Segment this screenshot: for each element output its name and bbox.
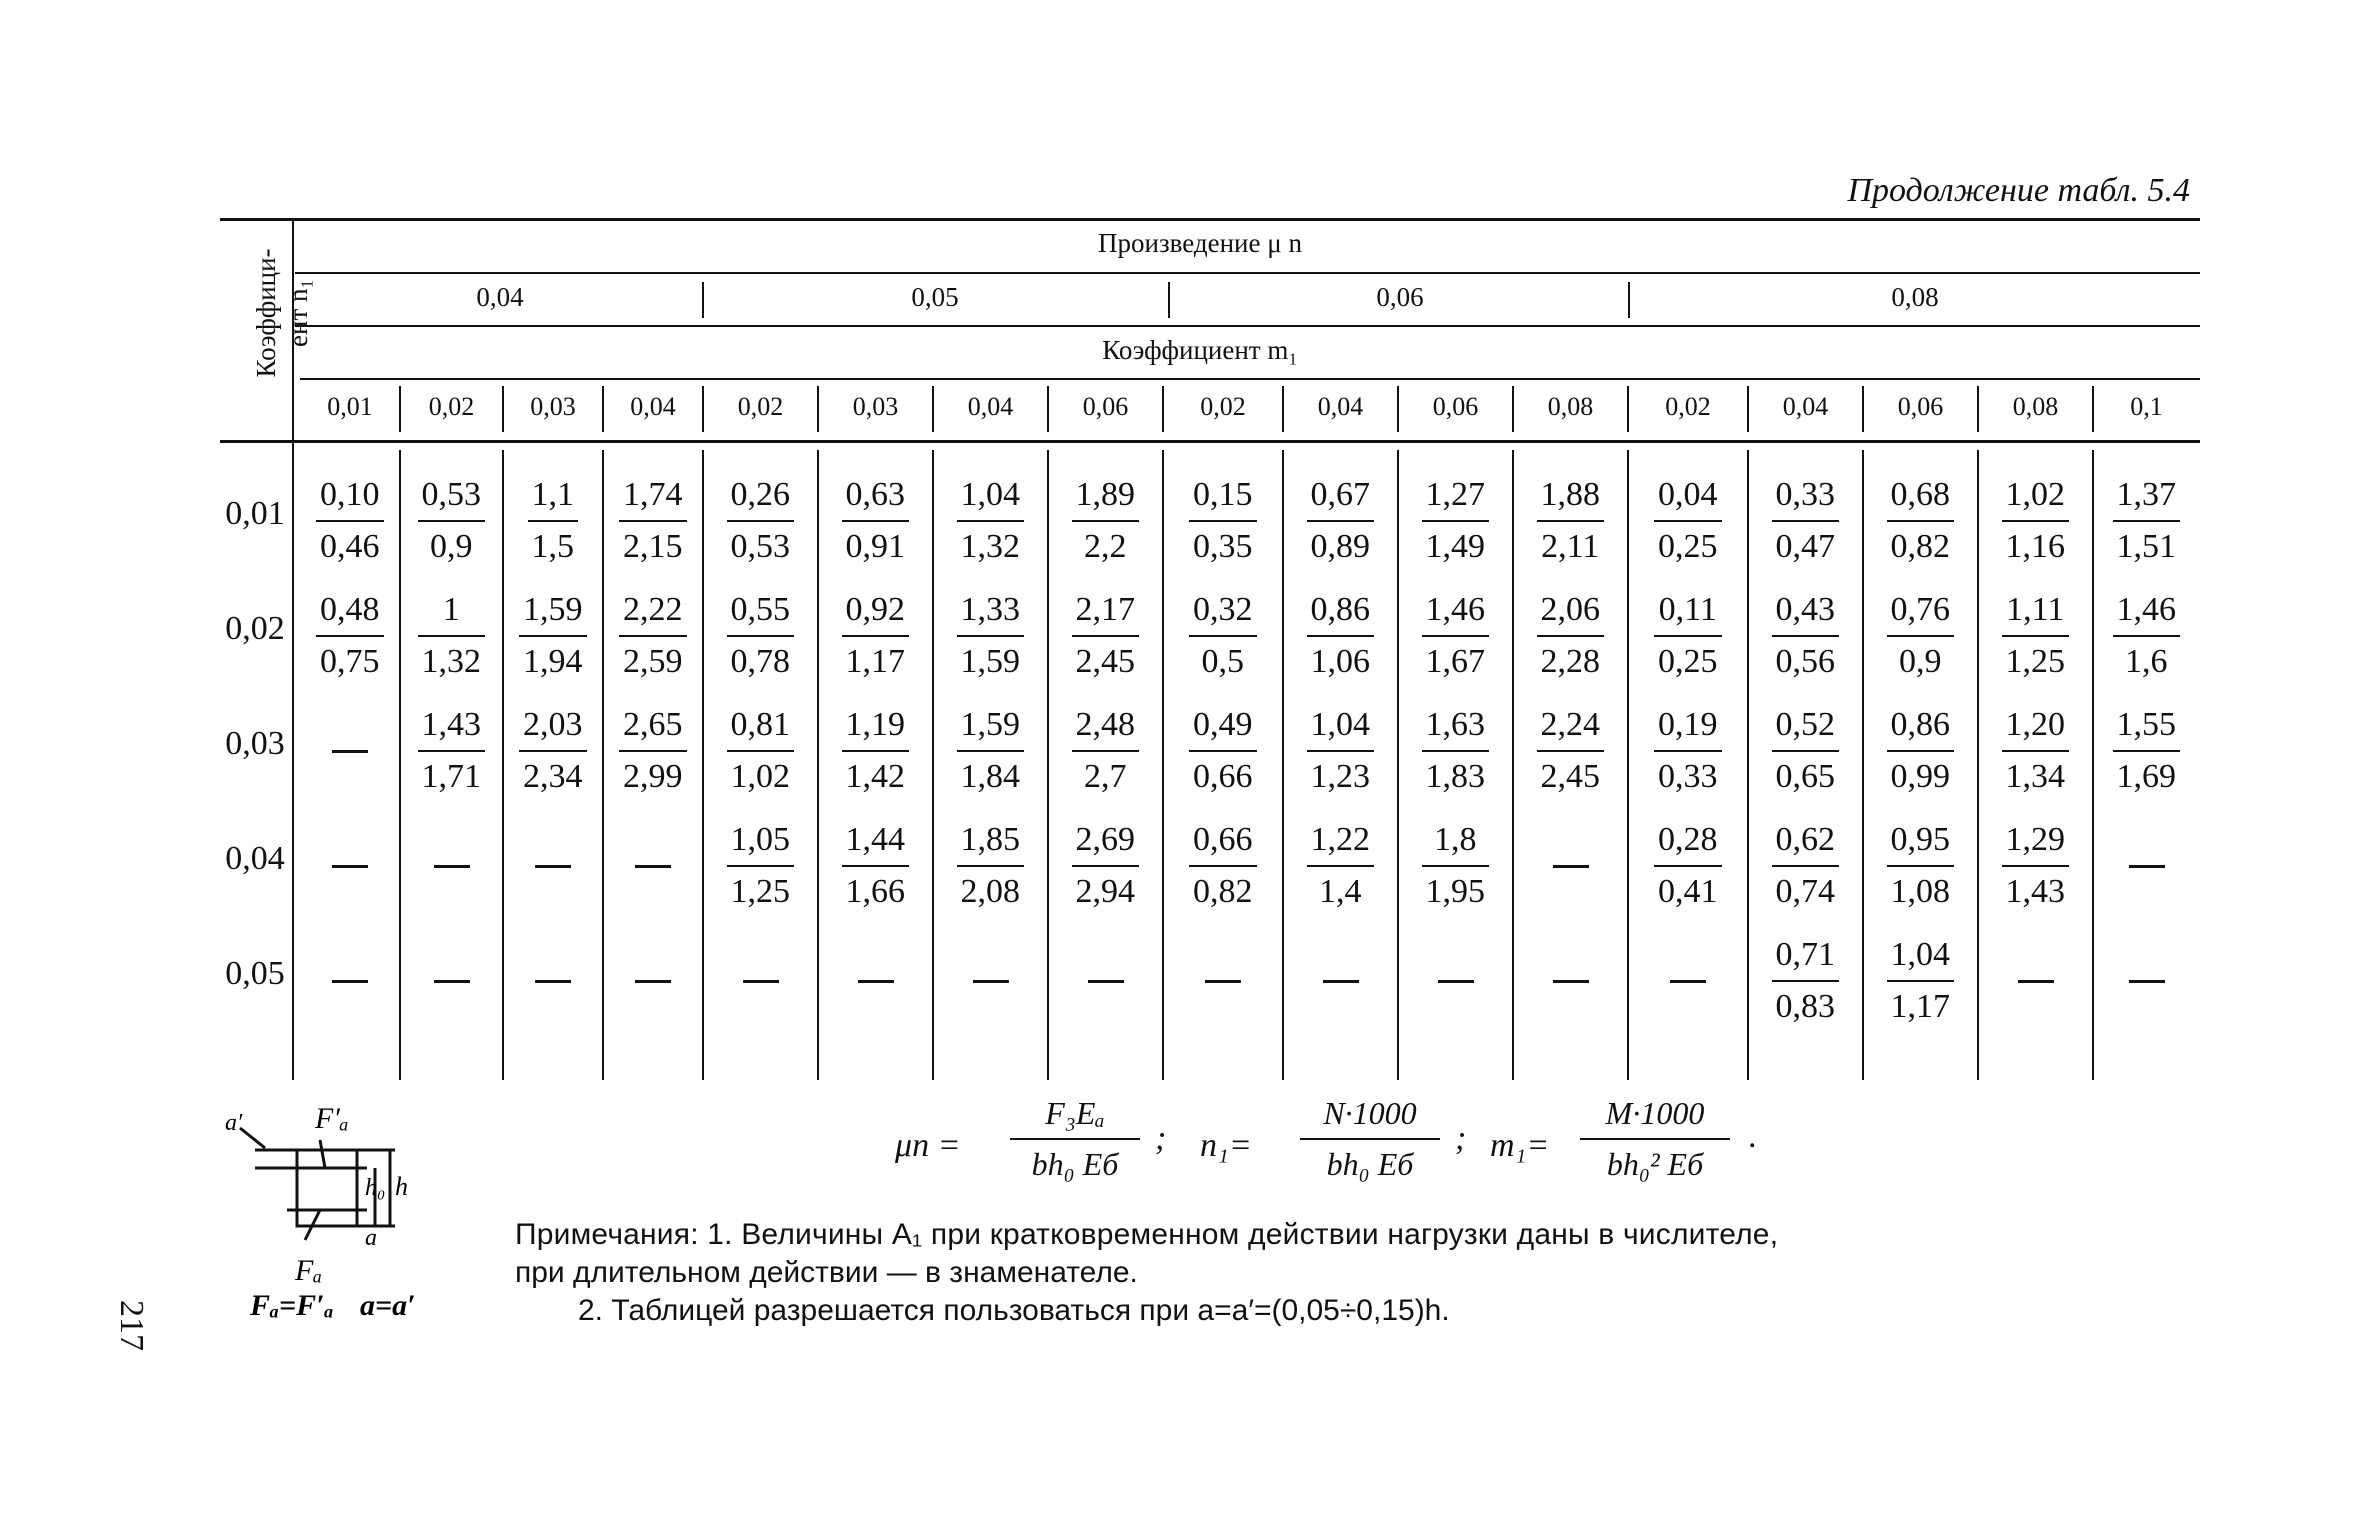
- row-header-label: Коэффици- ент n₁: [251, 248, 313, 378]
- table-cell: 0,32 0,5: [1189, 590, 1257, 682]
- table-cell: 0,76 0,9: [1887, 590, 1955, 682]
- table-cell: 1,19 1,42: [842, 705, 910, 797]
- table-cell: 0,68 0,82: [1887, 475, 1955, 567]
- table-cell: 0,33 0,47: [1772, 475, 1840, 567]
- table-cell-empty: [858, 980, 894, 983]
- table-cell-empty: [332, 750, 368, 753]
- table-cell-empty: [434, 865, 470, 868]
- table-cell: 1,59 1,94: [519, 590, 587, 682]
- m1-header-cell: 0,03: [530, 392, 576, 421]
- group-header: 0,04: [476, 282, 524, 312]
- table-cell: 1,04 1,23: [1307, 705, 1375, 797]
- m1-header-cell: 0,06: [1082, 392, 1129, 421]
- m1-header-cell: 0,04: [630, 392, 676, 421]
- table-cell: 0,92 1,17: [842, 590, 910, 682]
- diagram-a-top-label: a′: [225, 1110, 243, 1136]
- table-cell: 0,04 0,25: [1654, 475, 1722, 567]
- table-cell-empty: [2129, 980, 2165, 983]
- row-label: 0,02: [225, 610, 285, 647]
- formula-3-lhs: m₁=: [1490, 1127, 1550, 1164]
- diagram-a-bottom-label: a: [365, 1225, 377, 1251]
- table-cell: 0,86 1,06: [1307, 590, 1375, 682]
- diagram-h-label: h: [395, 1172, 408, 1201]
- row-label: 0,05: [225, 955, 285, 992]
- m1-header-cell: 0,04: [1782, 392, 1829, 421]
- m1-header-cell: 0,02: [1665, 392, 1711, 421]
- m1-header-cell: 0,02: [1200, 392, 1246, 421]
- table-cell: 0,11 0,25: [1654, 590, 1722, 682]
- table-cell: 1,11 1,25: [2002, 590, 2070, 682]
- formula-1-fraction: F₃Eₐ bh₀ Eб: [1010, 1095, 1140, 1183]
- note-line-3: 2. Таблицей разрешается пользоваться при a=a′=(0,05÷0,15)h.: [578, 1294, 1450, 1327]
- table-cell: 0,63 0,91: [842, 475, 910, 567]
- table-cell-empty: [635, 865, 671, 868]
- table-cell: 1,33 1,59: [957, 590, 1025, 682]
- table-cell-empty: [973, 980, 1009, 983]
- row-label: 0,03: [225, 725, 285, 762]
- table-cell: 2,65 2,99: [619, 705, 687, 797]
- table-cell: 1,59 1,84: [957, 705, 1025, 797]
- table-cell: 0,55 0,78: [727, 590, 795, 682]
- table-cell: 2,06 2,28: [1537, 590, 1605, 682]
- table-cell: 0,15 0,35: [1189, 475, 1257, 567]
- table-caption: Продолжение табл. 5.4: [1847, 172, 2190, 209]
- table-cell-empty: [1205, 980, 1241, 983]
- table-cell: 1,44 1,66: [842, 820, 910, 912]
- group-header: 0,06: [1376, 282, 1424, 312]
- table-cell: 0,86 0,99: [1887, 705, 1955, 797]
- formula-1-lhs: μn =: [895, 1127, 961, 1164]
- table-cell: 1 1,32: [418, 590, 486, 682]
- m1-header-cell: 0,08: [2012, 392, 2059, 421]
- note-line-2: при длительном действии — в знаменателе.: [515, 1256, 1138, 1289]
- table-cell: 0,67 0,89: [1307, 475, 1375, 567]
- table-cell: 1,37 1,51: [2113, 475, 2181, 567]
- table-cell: 0,62 0,74: [1772, 820, 1840, 912]
- table-cell: 1,1 1,5: [528, 475, 579, 567]
- row-label: 0,01: [225, 495, 285, 532]
- table-cell-empty: [1323, 980, 1359, 983]
- formula-2-lhs: n₁=: [1200, 1127, 1252, 1164]
- m1-header-cell: 0,06: [1432, 392, 1479, 421]
- table-cell: 1,43 1,71: [418, 705, 486, 797]
- table-cell: 0,81 1,02: [727, 705, 795, 797]
- table-cell: 1,02 1,16: [2002, 475, 2070, 567]
- table-cell-empty: [1553, 980, 1589, 983]
- table-cell: 1,88 2,11: [1537, 475, 1605, 567]
- m1-header-cell: 0,01: [327, 392, 373, 421]
- table-cell: 2,03 2,34: [519, 705, 587, 797]
- table-cell: 0,53 0,9: [418, 475, 486, 567]
- group-header: 0,08: [1891, 282, 1939, 312]
- table-cell: 0,19 0,33: [1654, 705, 1722, 797]
- table-cell-empty: [2018, 980, 2054, 983]
- table-cell: 1,05 1,25: [727, 820, 795, 912]
- table-cell-empty: [743, 980, 779, 983]
- table-cell: 2,17 2,45: [1072, 590, 1140, 682]
- table-cell: 1,85 2,08: [957, 820, 1025, 912]
- table-cell: 1,22 1,4: [1307, 820, 1375, 912]
- m1-header-cell: 0,08: [1547, 392, 1594, 421]
- table-cell-empty: [535, 865, 571, 868]
- m1-header-cell: 0,04: [967, 392, 1014, 421]
- table-cell: 0,26 0,53: [727, 475, 795, 567]
- table-cell: 1,20 1,34: [2002, 705, 2070, 797]
- table-cell: 1,04 1,17: [1887, 935, 1955, 1027]
- table-cell: 0,48 0,75: [316, 590, 384, 682]
- table-cell-empty: [635, 980, 671, 983]
- table-cell: 0,28 0,41: [1654, 820, 1722, 912]
- row-label: 0,04: [225, 840, 285, 877]
- m1-header-cell: 0,03: [852, 392, 899, 421]
- table-cell: 0,43 0,56: [1772, 590, 1840, 682]
- page-number: 217: [113, 1300, 150, 1351]
- section-rect: [297, 1150, 357, 1226]
- formula-3-fraction: M·1000 bh₀² Eб: [1580, 1095, 1730, 1183]
- table-cell: 2,24 2,45: [1537, 705, 1605, 797]
- table-cell-empty: [1670, 980, 1706, 983]
- table-cell: 1,63 1,83: [1422, 705, 1490, 797]
- table-cell: 0,49 0,66: [1189, 705, 1257, 797]
- table-cell: 2,48 2,7: [1072, 705, 1140, 797]
- table-cell: 1,46 1,67: [1422, 590, 1490, 682]
- m1-header-cell: 0,06: [1897, 392, 1944, 421]
- top-header: Произведение μ n: [1098, 228, 1302, 258]
- table-cell-empty: [1088, 980, 1124, 983]
- table-cell-empty: [1438, 980, 1474, 983]
- group-header: 0,05: [911, 282, 959, 312]
- table-cell: 1,55 1,69: [2113, 705, 2181, 797]
- table-cell-empty: [332, 980, 368, 983]
- table-cell: 0,10 0,46: [316, 475, 384, 567]
- table-cell: 1,8 1,95: [1422, 820, 1490, 912]
- table-cell-empty: [535, 980, 571, 983]
- table-cell: 0,66 0,82: [1189, 820, 1257, 912]
- table-cell: 1,29 1,43: [2002, 820, 2070, 912]
- table-cell: 0,95 1,08: [1887, 820, 1955, 912]
- table-cell: 2,22 2,59: [619, 590, 687, 682]
- table-cell: 1,46 1,6: [2113, 590, 2181, 682]
- note-line-1: Примечания: 1. Величины A₁ при кратковременном действии нагрузки даны в числителе,: [515, 1218, 1779, 1251]
- diagram-h0-label: h₀: [365, 1175, 386, 1201]
- table-cell-empty: [434, 980, 470, 983]
- formula-2-fraction: N·1000 bh₀ Eб: [1300, 1095, 1440, 1183]
- diagram-top-label: F′ₐ: [315, 1102, 349, 1135]
- table-cell: 2,69 2,94: [1072, 820, 1140, 912]
- table-cell: 1,74 2,15: [619, 475, 687, 567]
- table-cell: 1,89 2,2: [1072, 475, 1140, 567]
- table-cell-empty: [332, 865, 368, 868]
- table-cell: 0,71 0,83: [1772, 935, 1840, 1027]
- diagram-eq1: Fₐ=F′ₐ: [250, 1289, 334, 1322]
- table-cell: 0,52 0,65: [1772, 705, 1840, 797]
- table-cell: 1,04 1,32: [957, 475, 1025, 567]
- table-cell-empty: [2129, 865, 2165, 868]
- m1-header-cell: 0,1: [2130, 392, 2163, 421]
- m1-header-cell: 0,02: [428, 392, 475, 421]
- m1-header-cell: 0,02: [737, 392, 784, 421]
- diagram-eq2: a=a′: [360, 1289, 416, 1322]
- diagram-bottom-label: Fₐ: [295, 1254, 323, 1287]
- mid-header: Коэффициент m₁: [1102, 335, 1298, 365]
- section-diagram: [225, 1090, 465, 1330]
- m1-header-cell: 0,04: [1317, 392, 1364, 421]
- table-cell-empty: [1553, 865, 1589, 868]
- table-cell: 1,27 1,49: [1422, 475, 1490, 567]
